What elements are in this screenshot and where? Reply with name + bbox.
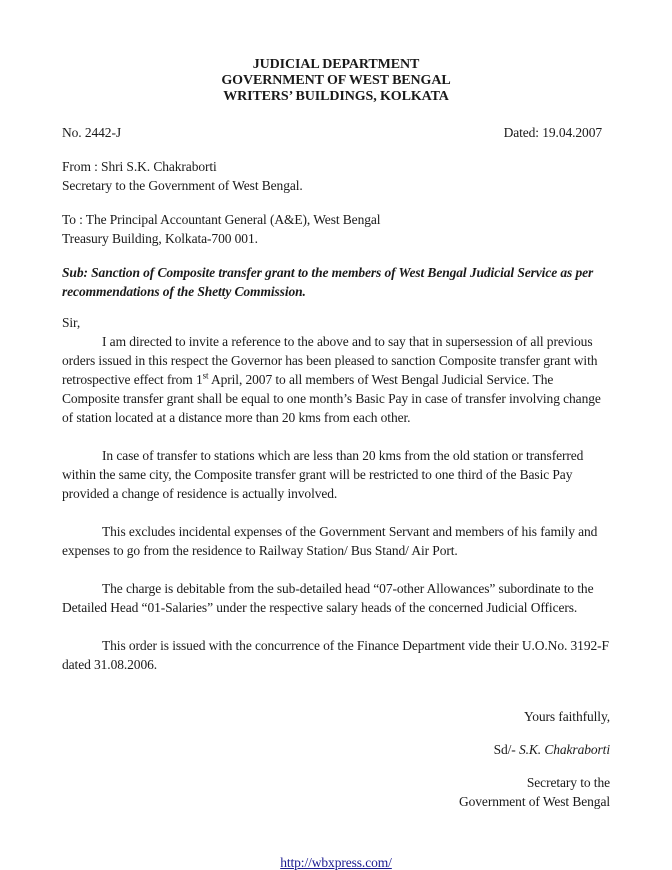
body-paragraph-3: This excludes incidental expenses of the Government Servant and members of his family and expenses to go from the residence to Railway Station/ Bus Stand/ Air Port. bbox=[62, 524, 598, 558]
source-website-link[interactable]: http://wbxpress.com/ bbox=[280, 855, 392, 870]
letterhead-address: WRITERS’ BUILDINGS, KOLKATA bbox=[223, 89, 449, 104]
salutation: Sir, bbox=[62, 315, 81, 330]
from-line-1: From : Shri S.K. Chakraborti bbox=[62, 159, 217, 174]
body-paragraph-4: The charge is debitable from the sub-detailed head “07-other Allowances” subordinate to the Detailed Head “01-Salaries” under the respective salary heads of the concerned Judicial Officers. bbox=[62, 581, 594, 615]
memo-number: No. 2442-J bbox=[62, 125, 121, 140]
from-line-2: Secretary to the Government of West Bengal. bbox=[62, 178, 303, 193]
body-paragraph-1-continued: April, 2007 to all members of West Bengal Judicial Service. The Composite transfer grant shall be equal to one month’s Basic Pay in case of transfer involving change of station located at a distance more than 20 kms from each other. bbox=[62, 372, 601, 425]
to-line-1: To : The Principal Accountant General (A&E), West Bengal bbox=[62, 212, 381, 227]
ordinal-superscript: st bbox=[202, 370, 209, 381]
from-block bbox=[62, 157, 610, 195]
to-line-2: Treasury Building, Kolkata-700 001. bbox=[62, 231, 258, 246]
footer bbox=[62, 853, 610, 870]
signature-block bbox=[62, 707, 610, 811]
body-paragraph-1 bbox=[62, 332, 610, 427]
reference-row bbox=[62, 123, 610, 142]
valediction: Yours faithfully, bbox=[523, 709, 610, 724]
subject-line: Sub: Sanction of Composite transfer grant to the members of West Bengal Judicial Service as per recommendations of the Shetty Commission. bbox=[62, 265, 594, 299]
signature-sd-prefix: Sd/- bbox=[493, 742, 519, 757]
signatory-title-line-1: Secretary to the bbox=[526, 775, 610, 790]
memo-date: Dated: 19.04.2007 bbox=[503, 125, 602, 140]
body-paragraph-5: This order is issued with the concurrence of the Finance Department vide their U.O.No. 3192-F dated 31.08.2006. bbox=[62, 638, 609, 672]
letterhead-government: GOVERNMENT OF WEST BENGAL bbox=[221, 73, 451, 88]
body-paragraph-1-text: I am directed to invite a reference to the above and to say that in supersession of all previous orders issued in this respect the Governor has been pleased to sanction Composite transfer grant with retrospective effect from 1 bbox=[62, 334, 598, 387]
letterhead bbox=[62, 57, 610, 105]
signature-name: S.K. Chakraborti bbox=[518, 742, 610, 757]
signatory-title-line-2: Government of West Bengal bbox=[458, 794, 610, 809]
letterhead-department: JUDICIAL DEPARTMENT bbox=[252, 57, 420, 72]
body-paragraph-2: In case of transfer to stations which are less than 20 kms from the old station or transferred within the same city, the Composite transfer grant will be restricted to one third of the Basic Pay provided a change of residence is actually involved. bbox=[62, 448, 584, 501]
to-block bbox=[62, 210, 610, 248]
signature-line bbox=[62, 740, 610, 759]
signatory-title bbox=[62, 773, 610, 811]
